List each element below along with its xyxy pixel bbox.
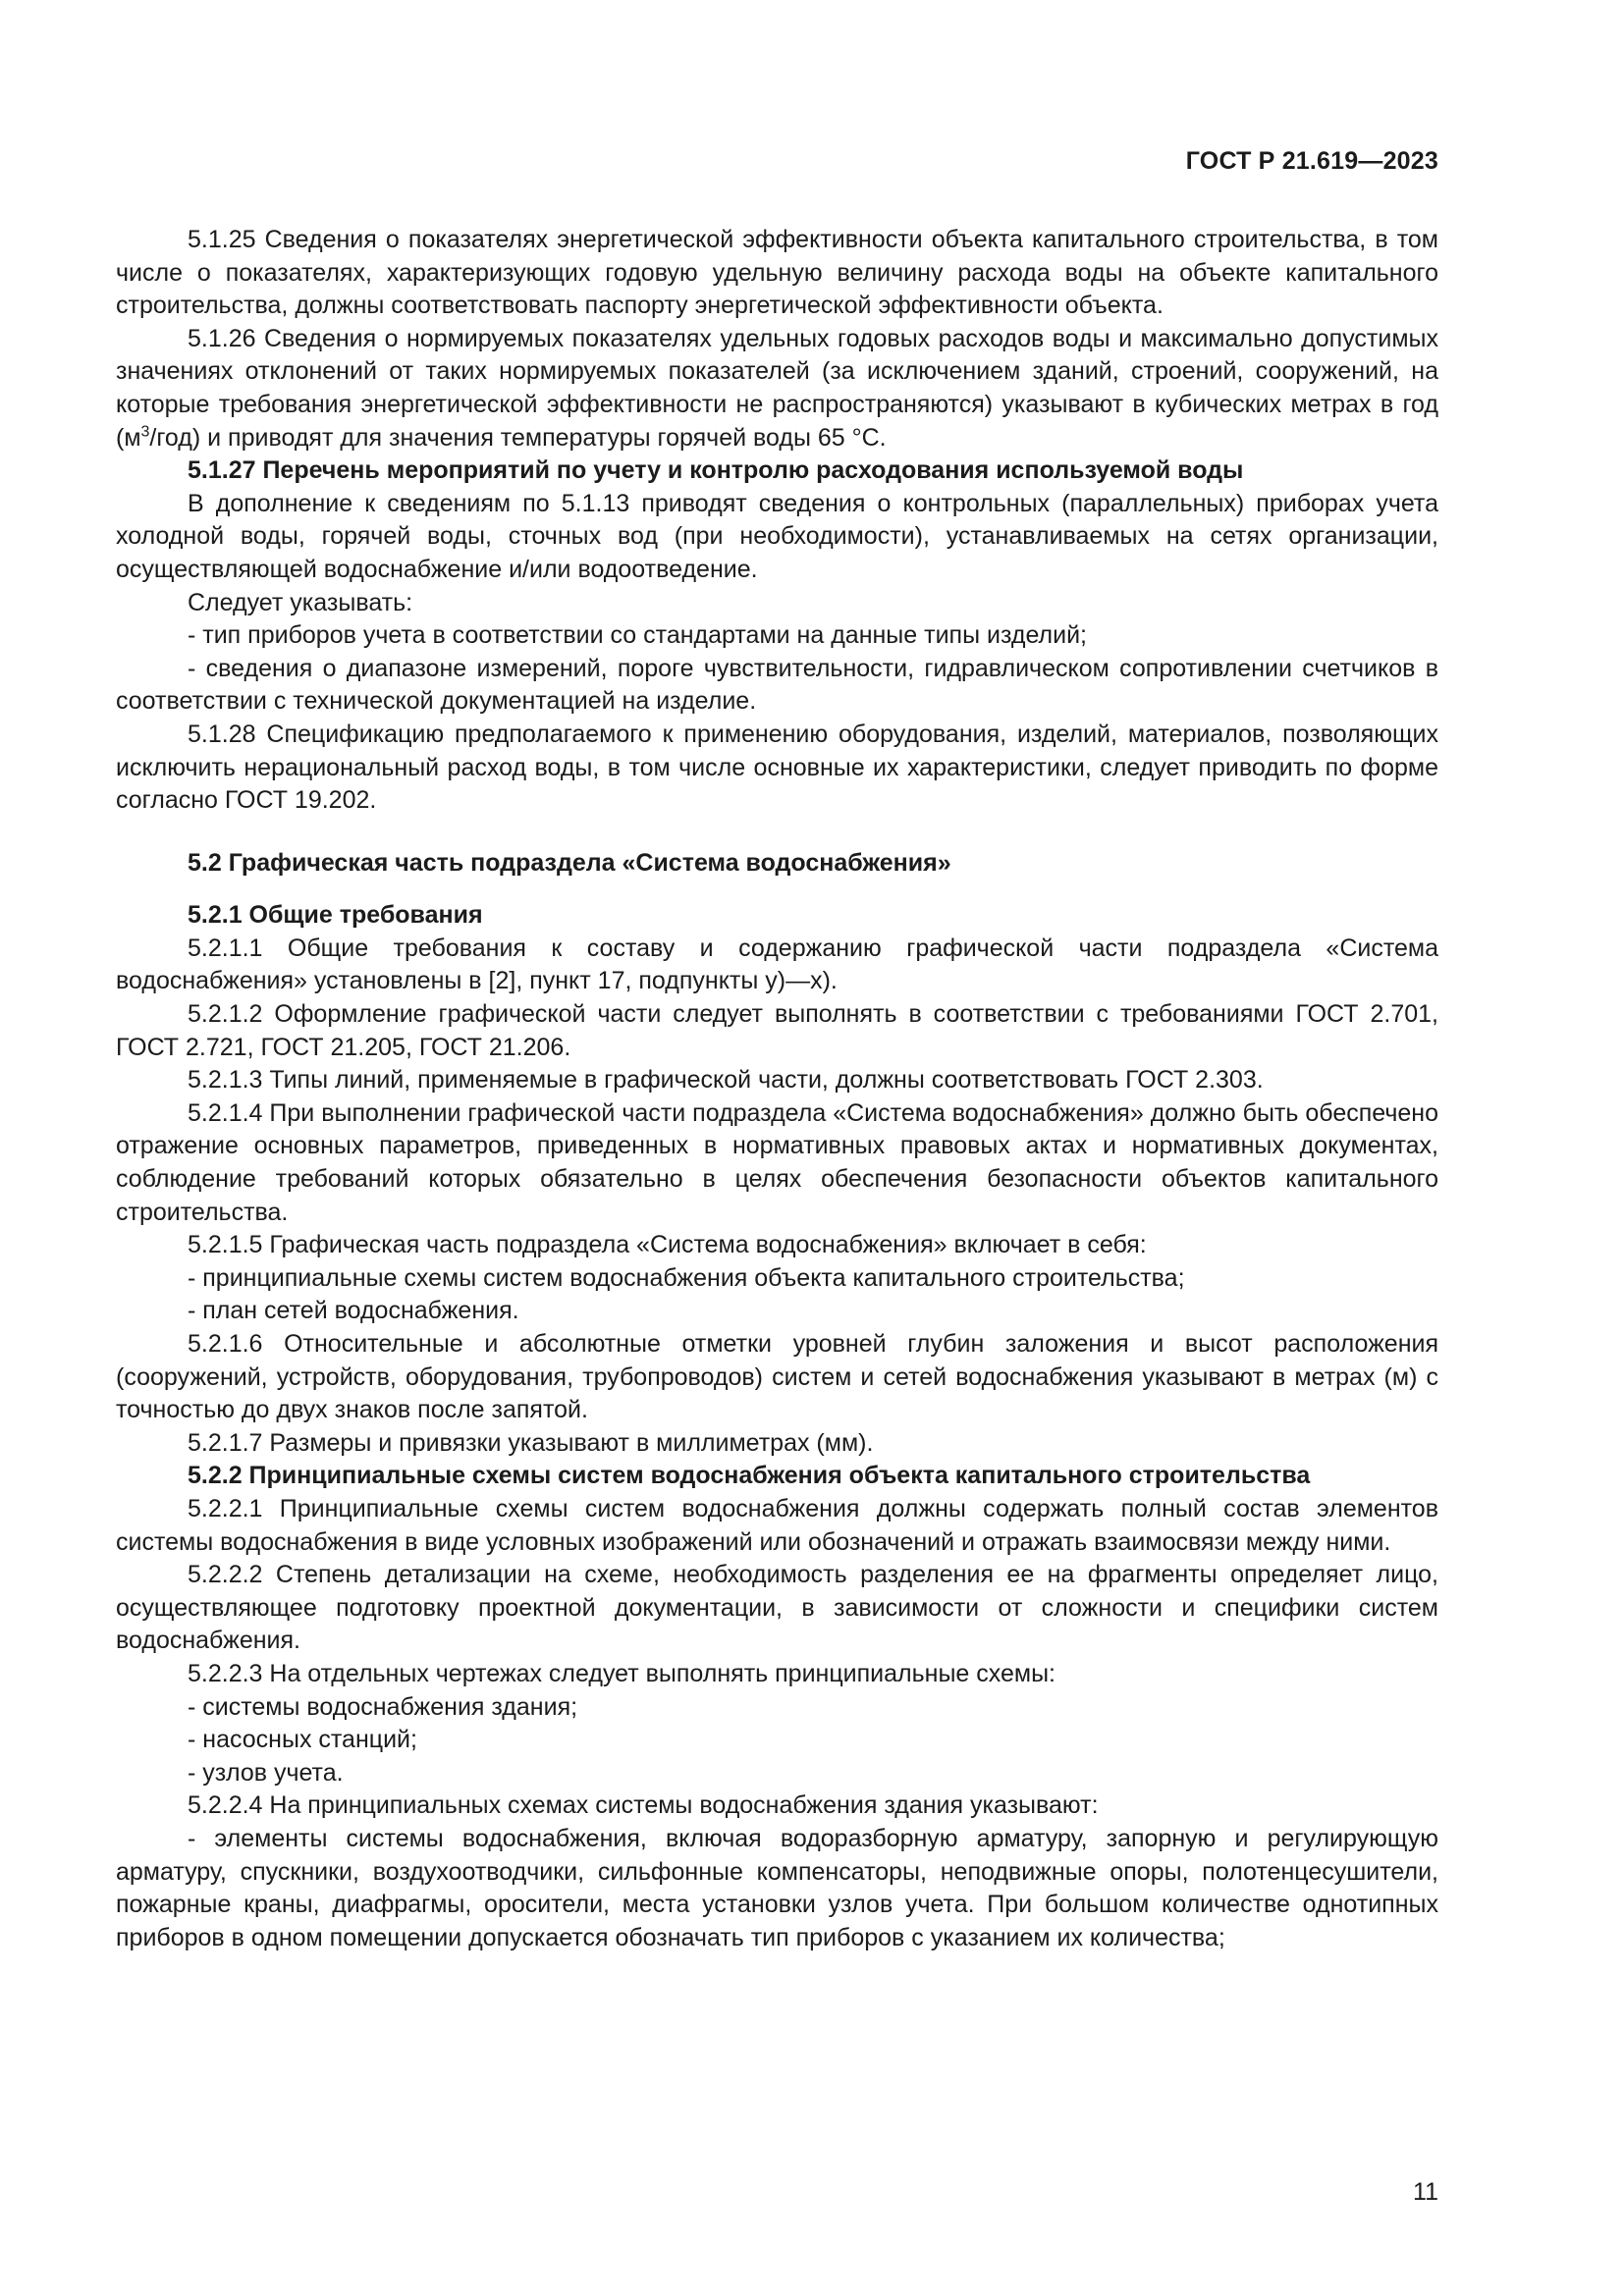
paragraph-5-2-1-7: 5.2.1.7 Размеры и привязки указывают в миллиметрах (мм).: [188, 1428, 874, 1457]
paragraph-5-2-1-4: 5.2.1.4 При выполнении графической части подраздела «Система водоснабжения» должно быть обеспечено отражение основных параметров, приведенных в нормативных правовых актах и нормативных документах, соблюдение требований которых обязательно в целях обеспечения безопасности объектов капитального строительства.: [116, 1098, 1438, 1226]
paragraph-meters-info: В дополнение к сведениям по 5.1.13 приводят сведения о контрольных (параллельных) приборах учета холодной воды, горячей воды, сточных вод (при необходимости), устанавливаемых на сетях организации, осуществляющей водоснабжение и/или водоотведение.: [116, 489, 1438, 583]
heading-5-2-2: 5.2.2 Принципиальные схемы систем водоснабжения объекта капитального строительства: [188, 1462, 1311, 1490]
heading-5-2-1: 5.2.1 Общие требования: [188, 901, 483, 930]
list-item-principal-schemes: - принципиальные схемы систем водоснабжения объекта капитального строительства;: [188, 1263, 1185, 1292]
paragraph-5-1-26-text: 5.1.26 Сведения о нормируемых показателях удельных годовых расходов воды и максимально допустимых значениях отклонений от таких нормируемых показателей (за исключением зданий, строений, сооружений, на которые требования энергетической эффективности не распространяются) указывают в кубических метрах в год (м: [116, 324, 1438, 452]
paragraph-5-2-1-1: 5.2.1.1 Общие требования к составу и содержанию графической части подраздела «Система водоснабжения» установлены в [2], пункт 17, подпункты у)—х).: [116, 934, 1438, 995]
list-item-metering-units: - узлов учета.: [188, 1758, 344, 1787]
paragraph-5-2-1-3: 5.2.1.3 Типы линий, применяемые в графической части, должны соответствовать ГОСТ 2.303.: [188, 1066, 1264, 1095]
paragraph-5-1-26: [116, 323, 1438, 454]
heading-5-2: 5.2 Графическая часть подраздела «Система водоснабжения»: [188, 848, 951, 877]
paragraph-5-1-26-text-end: /год) и приводят для значения температуры горячей воды 65 °С.: [149, 423, 887, 452]
document-body: [116, 224, 1438, 1954]
paragraph-5-1-28: 5.1.28 Спецификацию предполагаемого к применению оборудования, изделий, материалов, позволяющих исключить нерациональный расход воды, в том числе основные их характеристики, следует приводить по форме согласно ГОСТ 19.202.: [116, 720, 1438, 815]
paragraph-5-2-2-3: 5.2.2.3 На отдельных чертежах следует выполнять принципиальные схемы:: [188, 1659, 1056, 1687]
paragraph-should-specify: Следует указывать:: [188, 588, 413, 616]
heading-5-1-27: 5.1.27 Перечень мероприятий по учету и контролю расходования используемой воды: [188, 456, 1244, 485]
paragraph-5-2-2-1: 5.2.2.1 Принципиальные схемы систем водоснабжения должны содержать полный состав элементов системы водоснабжения в виде условных изображений или обозначений и отражать взаимосвязи между ними.: [116, 1494, 1438, 1556]
list-item-system-elements: - элементы системы водоснабжения, включая водоразборную арматуру, запорную и регулирующую арматуру, спускники, воздухоотводчики, сильфонные компенсаторы, неподвижные опоры, полотенцесушители, пожарные краны, диафрагмы, оросители, места установки узлов учета. При большом количестве однотипных приборов в одном помещении допускается обозначать тип приборов с указанием их количества;: [116, 1824, 1438, 1951]
paragraph-5-2-1-2: 5.2.1.2 Оформление графической части следует выполнять в соответствии с требованиями ГОСТ 2.701, ГОСТ 2.721, ГОСТ 21.205, ГОСТ 21.206.: [116, 1000, 1438, 1061]
list-item-measurement-range: - сведения о диапазоне измерений, пороге чувствительности, гидравлическом сопротивлении счетчиков в соответствии с технической документацией на изделие.: [116, 654, 1438, 716]
list-item-pump-stations: - насосных станций;: [188, 1726, 417, 1754]
list-item-network-plan: - план сетей водоснабжения.: [188, 1297, 519, 1325]
paragraph-5-2-1-6: 5.2.1.6 Относительные и абсолютные отметки уровней глубин заложения и высот расположения (сооружений, устройств, оборудования, трубопроводов) систем и сетей водоснабжения указывают в метрах (м) с точностью до двух знаков после запятой.: [116, 1330, 1438, 1424]
page-number: 11: [1413, 2178, 1438, 2206]
paragraph-5-2-2-4: 5.2.2.4 На принципиальных схемах системы водоснабжения здания указывают:: [188, 1791, 1099, 1820]
paragraph-5-2-1-5: 5.2.1.5 Графическая часть подраздела «Система водоснабжения» включает в себя:: [188, 1231, 1147, 1259]
paragraph-5-1-25: 5.1.25 Сведения о показателях энергетической эффективности объекта капитального строительства, в том числе о показателях, характеризующих годовую удельную величину расхода воды на объекте капитального строительства, должны соответствовать паспорту энергетической эффективности объекта.: [116, 226, 1438, 320]
paragraph-5-2-2-2: 5.2.2.2 Степень детализации на схеме, необходимость разделения ее на фрагменты определяет лицо, осуществляющее подготовку проектной документации, в зависимости от сложности и специфики систем водоснабжения.: [116, 1561, 1438, 1655]
document-code-header: ГОСТ Р 21.619—2023: [1185, 147, 1438, 175]
list-item-building-system: - системы водоснабжения здания;: [188, 1692, 578, 1721]
cubic-superscript: 3: [140, 423, 150, 441]
list-item-meter-type: - тип приборов учета в соответствии со стандартами на данные типы изделий;: [188, 621, 1087, 650]
